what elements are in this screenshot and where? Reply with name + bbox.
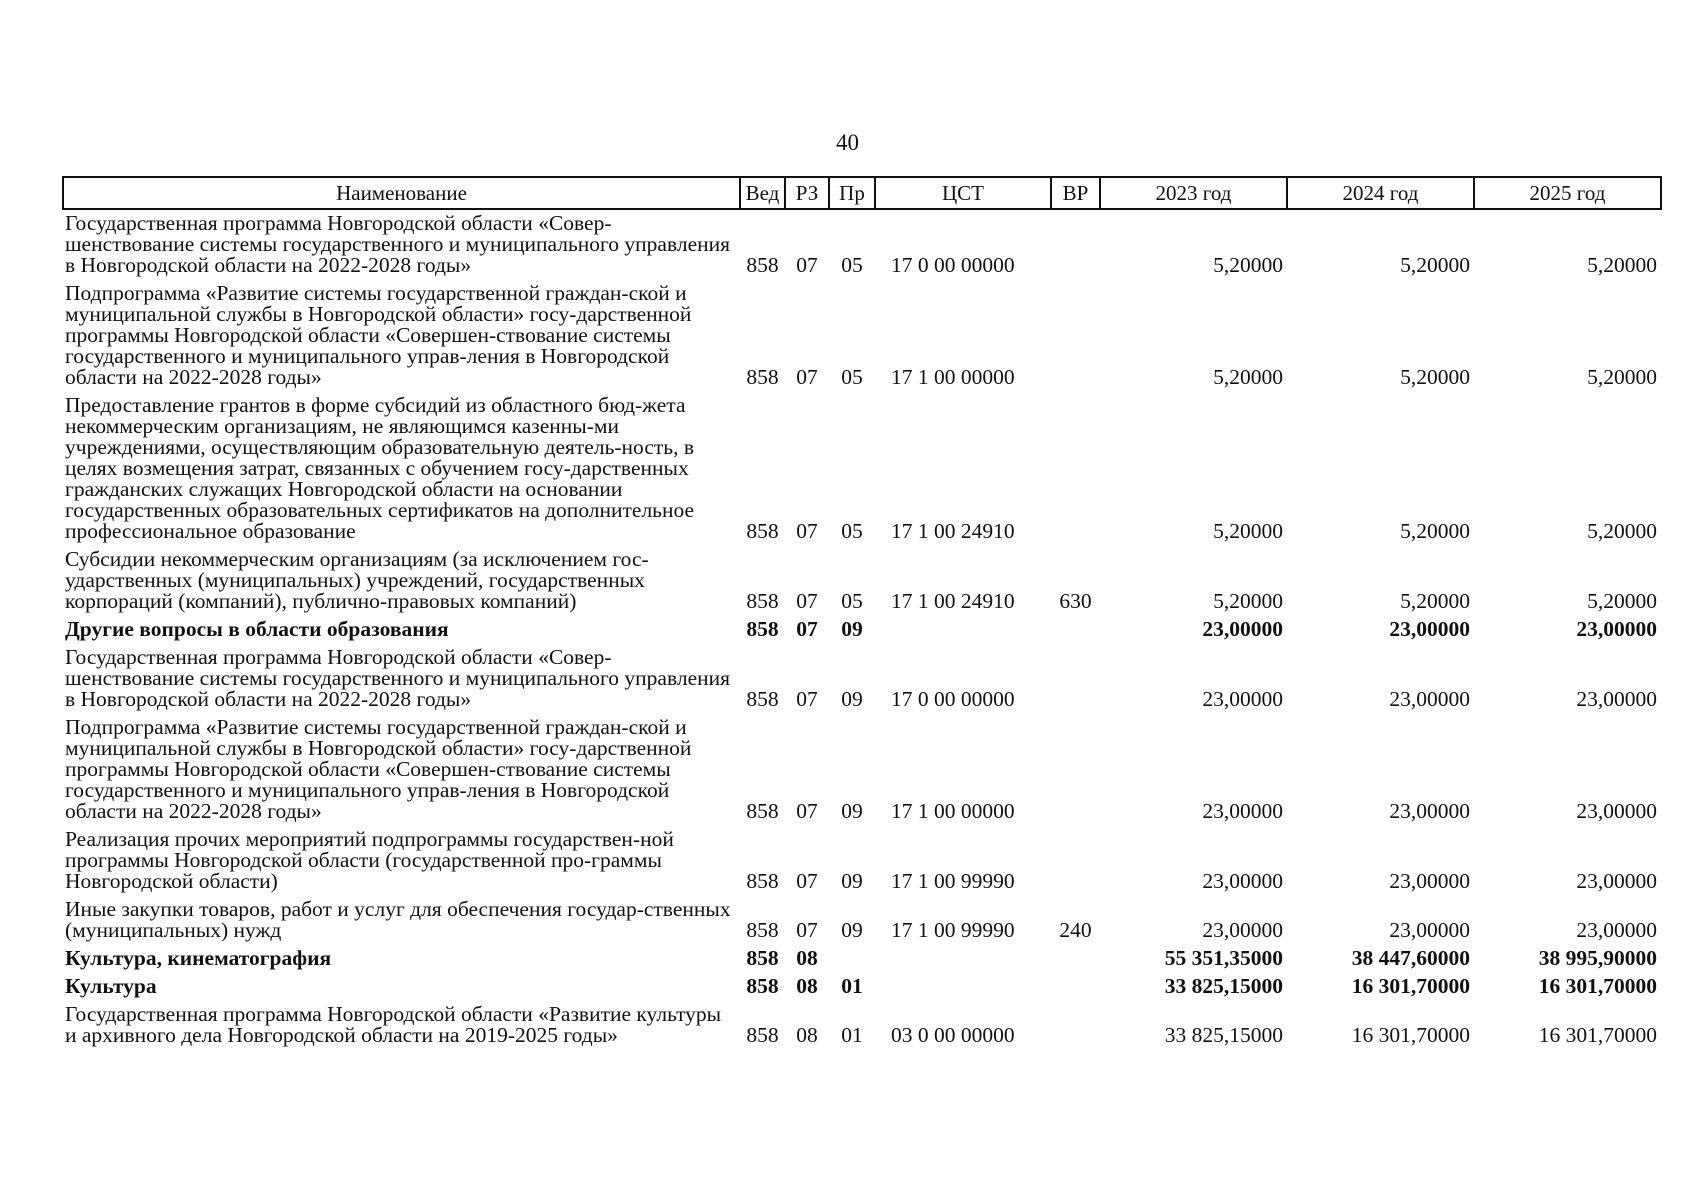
row-cst-cell: 17 1 00 99990 xyxy=(891,918,1015,942)
row-vr-cell xyxy=(1051,392,1100,546)
row-2024-cell: 23,00000 xyxy=(1389,687,1470,711)
header-rz: РЗ xyxy=(785,177,829,209)
row-ved-cell: 858 xyxy=(746,253,779,277)
row-rz-cell: 07 xyxy=(796,365,818,389)
row-vr-cell xyxy=(1051,616,1100,644)
table-row xyxy=(63,644,1661,714)
row-rz-cell: 08 xyxy=(796,1023,818,1047)
row-cst-cell: 17 0 00 00000 xyxy=(891,253,1015,277)
header-2023: 2023 год xyxy=(1100,177,1287,209)
header-2024: 2024 год xyxy=(1287,177,1474,209)
row-ved-cell: 858 xyxy=(746,365,779,389)
row-vr-cell: 630 xyxy=(1059,589,1092,613)
row-pr-cell: 05 xyxy=(841,365,863,389)
table-row xyxy=(63,546,1661,616)
row-2025-cell: 23,00000 xyxy=(1576,687,1657,711)
row-pr-cell: 09 xyxy=(841,869,863,893)
row-2025-cell: 16 301,70000 xyxy=(1538,974,1657,998)
row-vr-cell: 240 xyxy=(1059,918,1092,942)
table-row xyxy=(63,896,1661,945)
row-name-cell: Государственная программа Новгородской области «Совер-шенствование системы государственного и муниципального управления в Новгородской области на 2022-2028 годы» xyxy=(65,645,731,711)
row-2023-cell: 5,20000 xyxy=(1213,519,1283,543)
header-vr: ВР xyxy=(1051,177,1100,209)
row-2025-cell: 23,00000 xyxy=(1576,799,1657,823)
table-row xyxy=(63,973,1661,1001)
row-vr-cell xyxy=(1051,945,1100,973)
row-name-cell: Субсидии некоммерческим организациям (за исключением гос-ударственных (муниципальных) учреждений, государственных корпораций (компаний), публично-правовых компаний) xyxy=(65,547,649,613)
row-2024-cell: 23,00000 xyxy=(1389,617,1470,641)
table-row xyxy=(63,1001,1661,1050)
row-2023-cell: 5,20000 xyxy=(1213,365,1283,389)
row-pr-cell: 05 xyxy=(841,589,863,613)
row-name-cell: Реализация прочих мероприятий подпрограммы государствен-ной программы Новгородской области (государственной про-граммы Новгородской области) xyxy=(65,827,674,893)
row-2025-cell: 5,20000 xyxy=(1587,519,1657,543)
row-2023-cell: 23,00000 xyxy=(1202,918,1283,942)
row-vr-cell xyxy=(1051,1001,1100,1050)
row-name-cell: Предоставление грантов в форме субсидий из областного бюд-жета некоммерческим организациям, не являющимся казенны-ми учреждениями, осуществляющим образовательную деятель-ность, в целях возмещения затрат, связанных с обучением госу-дарственных гражданских служащих Новгородской области на основании государственных образовательных сертификатов на дополнительное профессиональное образование xyxy=(65,393,695,543)
header-ved: Вед xyxy=(740,177,785,209)
table-body xyxy=(63,209,1661,1050)
row-vr-cell xyxy=(1051,280,1100,392)
header-2025: 2025 год xyxy=(1474,177,1661,209)
table-header xyxy=(63,177,1661,209)
table-row xyxy=(63,280,1661,392)
row-pr-cell: 01 xyxy=(841,974,863,998)
row-2025-cell: 5,20000 xyxy=(1587,365,1657,389)
row-name-cell: Подпрограмма «Развитие системы государственной граждан-ской и муниципальной службы в Новгородской области» госу-дарственной программы Новгородской области «Совершен-ствование системы государственного и муниципального управ-ления в Новгородской области на 2022-2028 годы» xyxy=(65,715,692,823)
row-rz-cell: 08 xyxy=(796,974,818,998)
row-pr-cell: 01 xyxy=(841,1023,863,1047)
row-cst-cell xyxy=(875,973,1051,1001)
row-rz-cell: 07 xyxy=(796,617,818,641)
row-vr-cell xyxy=(1051,209,1100,280)
row-2023-cell: 23,00000 xyxy=(1202,799,1283,823)
header-name: Наименование xyxy=(63,177,740,209)
row-2023-cell: 33 825,15000 xyxy=(1164,974,1283,998)
row-rz-cell: 07 xyxy=(796,253,818,277)
row-cst-cell xyxy=(875,616,1051,644)
row-ved-cell: 858 xyxy=(746,869,779,893)
row-name-cell: Другие вопросы в области образования xyxy=(65,617,449,641)
table-row xyxy=(63,209,1661,280)
table-row xyxy=(63,945,1661,973)
row-2024-cell: 23,00000 xyxy=(1389,918,1470,942)
budget-table xyxy=(62,176,1662,1050)
row-2024-cell: 23,00000 xyxy=(1389,799,1470,823)
row-2025-cell: 5,20000 xyxy=(1587,253,1657,277)
table-row xyxy=(63,826,1661,896)
row-2023-cell: 5,20000 xyxy=(1213,589,1283,613)
row-ved-cell: 858 xyxy=(746,946,779,970)
row-ved-cell: 858 xyxy=(746,589,779,613)
row-pr-cell: 09 xyxy=(841,918,863,942)
row-ved-cell: 858 xyxy=(746,687,779,711)
row-pr-cell: 05 xyxy=(841,253,863,277)
row-2025-cell: 5,20000 xyxy=(1587,589,1657,613)
row-rz-cell: 07 xyxy=(796,687,818,711)
row-2023-cell: 5,20000 xyxy=(1213,253,1283,277)
row-cst-cell: 03 0 00 00000 xyxy=(891,1023,1015,1047)
row-ved-cell: 858 xyxy=(746,799,779,823)
row-2024-cell: 23,00000 xyxy=(1389,869,1470,893)
row-2023-cell: 33 825,15000 xyxy=(1164,1023,1283,1047)
table-row xyxy=(63,714,1661,826)
row-rz-cell: 08 xyxy=(796,946,818,970)
row-2024-cell: 16 301,70000 xyxy=(1351,974,1470,998)
row-2025-cell: 23,00000 xyxy=(1576,869,1657,893)
row-2025-cell: 23,00000 xyxy=(1576,918,1657,942)
row-2024-cell: 5,20000 xyxy=(1400,253,1470,277)
row-2024-cell: 5,20000 xyxy=(1400,589,1470,613)
row-cst-cell: 17 1 00 24910 xyxy=(891,519,1015,543)
row-2025-cell: 16 301,70000 xyxy=(1538,1023,1657,1047)
row-ved-cell: 858 xyxy=(746,1023,779,1047)
header-pr: Пр xyxy=(829,177,875,209)
row-name-cell: Государственная программа Новгородской области «Развитие культуры и архивного дела Новгородской области на 2019-2025 годы» xyxy=(65,1002,722,1047)
row-cst-cell: 17 0 00 00000 xyxy=(891,687,1015,711)
row-rz-cell: 07 xyxy=(796,519,818,543)
row-2025-cell: 38 995,90000 xyxy=(1538,946,1657,970)
row-cst-cell xyxy=(875,945,1051,973)
row-name-cell: Культура xyxy=(65,974,157,998)
row-rz-cell: 07 xyxy=(796,589,818,613)
row-2024-cell: 16 301,70000 xyxy=(1351,1023,1470,1047)
page-number: 40 xyxy=(836,130,859,155)
row-2023-cell: 23,00000 xyxy=(1202,687,1283,711)
row-ved-cell: 858 xyxy=(746,617,779,641)
row-name-cell: Иные закупки товаров, работ и услуг для обеспечения государ-ственных (муниципальных) нужд xyxy=(65,897,731,942)
row-vr-cell xyxy=(1051,826,1100,896)
row-2024-cell: 38 447,60000 xyxy=(1351,946,1470,970)
row-cst-cell: 17 1 00 00000 xyxy=(891,799,1015,823)
row-cst-cell: 17 1 00 24910 xyxy=(891,589,1015,613)
row-2024-cell: 5,20000 xyxy=(1400,519,1470,543)
row-2023-cell: 23,00000 xyxy=(1202,617,1283,641)
row-rz-cell: 07 xyxy=(796,918,818,942)
row-2024-cell: 5,20000 xyxy=(1400,365,1470,389)
row-2023-cell: 55 351,35000 xyxy=(1164,946,1283,970)
row-pr-cell: 09 xyxy=(841,617,863,641)
row-pr-cell: 09 xyxy=(841,799,863,823)
row-2023-cell: 23,00000 xyxy=(1202,869,1283,893)
row-pr-cell: 09 xyxy=(841,687,863,711)
row-pr-cell xyxy=(829,945,875,973)
row-cst-cell: 17 1 00 00000 xyxy=(891,365,1015,389)
row-2025-cell: 23,00000 xyxy=(1576,617,1657,641)
row-name-cell: Государственная программа Новгородской области «Совер-шенствование системы государственного и муниципального управления в Новгородской области на 2022-2028 годы» xyxy=(65,211,731,277)
row-vr-cell xyxy=(1051,644,1100,714)
row-ved-cell: 858 xyxy=(746,519,779,543)
table-row xyxy=(63,392,1661,546)
row-name-cell: Подпрограмма «Развитие системы государственной граждан-ской и муниципальной службы в Новгородской области» госу-дарственной программы Новгородской области «Совершен-ствование системы государственного и муниципального управ-ления в Новгородской области на 2022-2028 годы» xyxy=(65,281,692,389)
row-rz-cell: 07 xyxy=(796,799,818,823)
row-ved-cell: 858 xyxy=(746,974,779,998)
row-vr-cell xyxy=(1051,973,1100,1001)
row-name-cell: Культура, кинематография xyxy=(65,946,332,970)
table-row xyxy=(63,616,1661,644)
row-pr-cell: 05 xyxy=(841,519,863,543)
row-rz-cell: 07 xyxy=(796,869,818,893)
row-ved-cell: 858 xyxy=(746,918,779,942)
row-cst-cell: 17 1 00 99990 xyxy=(891,869,1015,893)
header-cst: ЦСТ xyxy=(875,177,1051,209)
row-vr-cell xyxy=(1051,714,1100,826)
